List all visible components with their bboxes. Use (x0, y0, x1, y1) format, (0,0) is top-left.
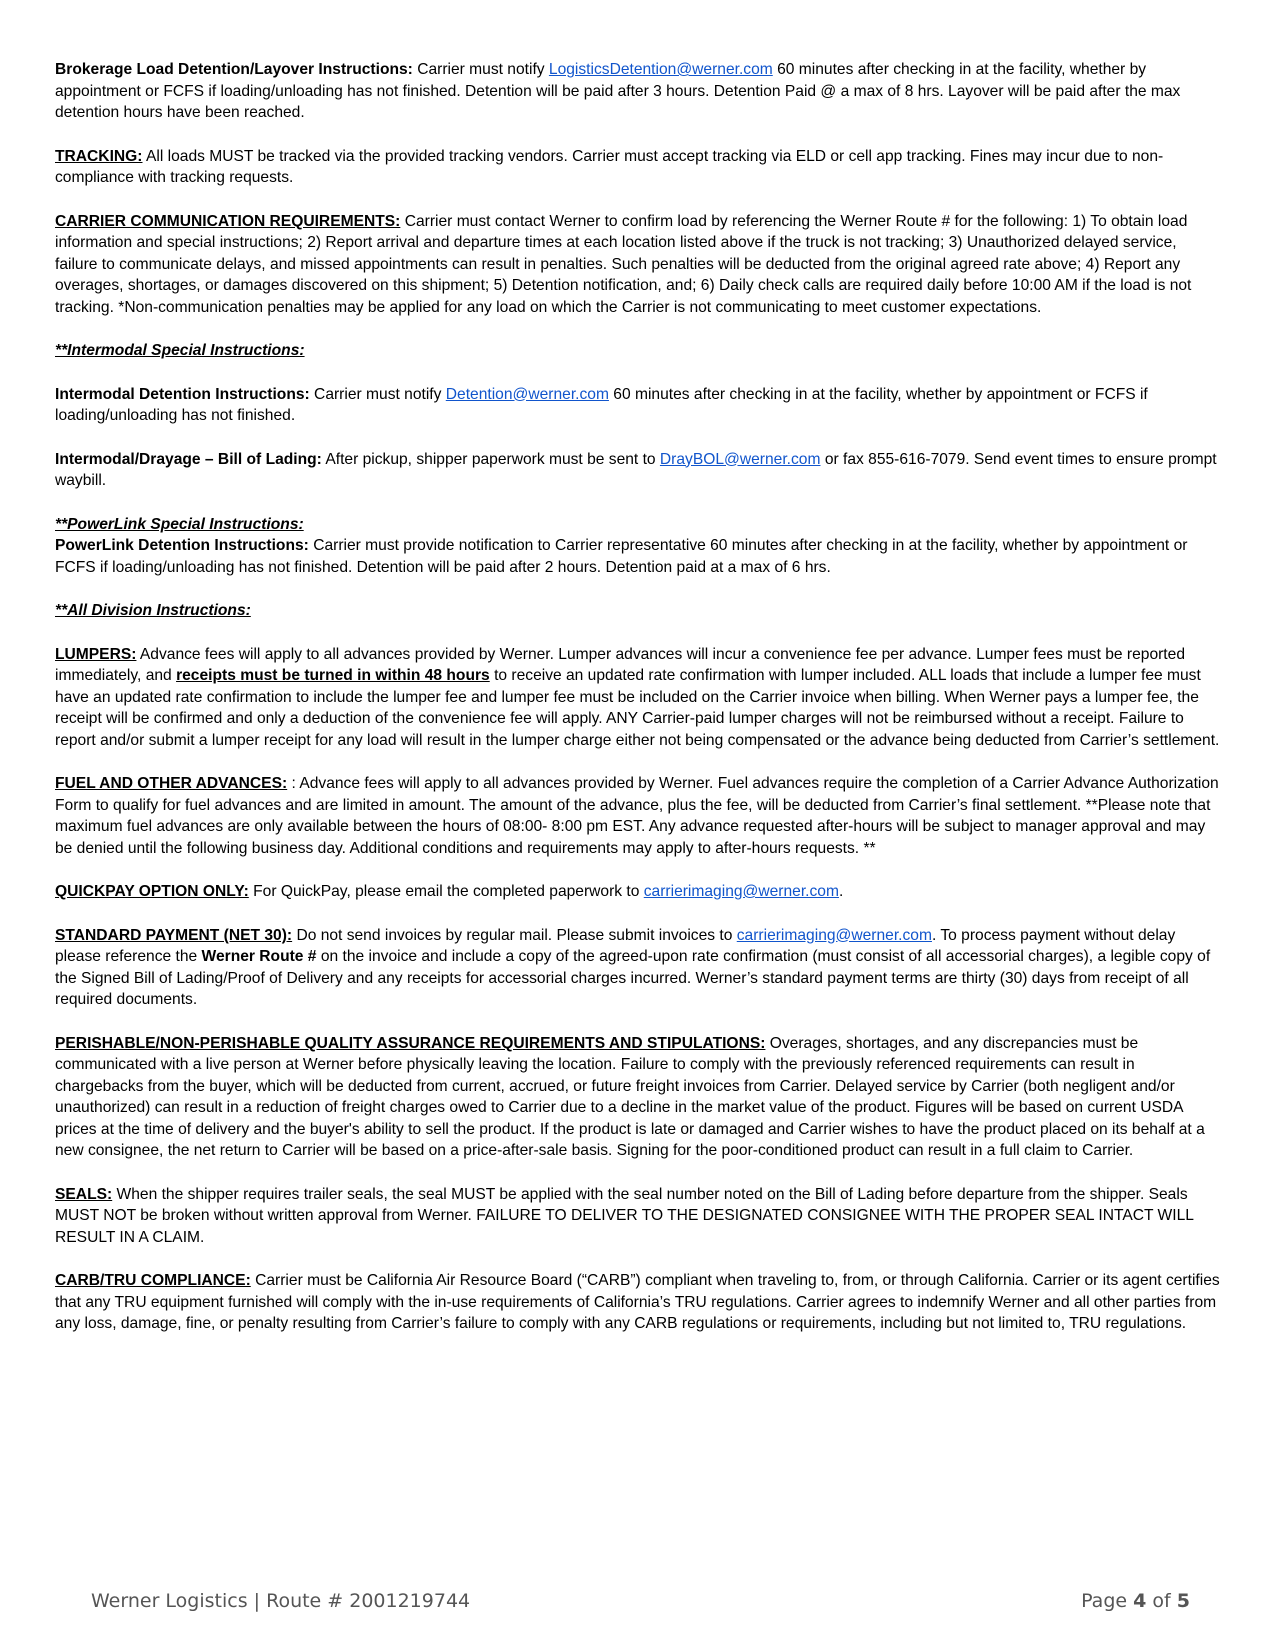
section-label: PERISHABLE/NON-PERISHABLE QUALITY ASSURANCE REQUIREMENTS AND STIPULATIONS: (55, 1034, 766, 1052)
paragraph-text: or fax 855-616-7079. Send event times to ensure prompt waybill. (55, 450, 1217, 489)
paragraph-text: Carrier must be California Air Resource Board (“CARB”) compliant when traveling to, from, or through California. Carrier or its agent certifies that any TRU equipment furnished will comply with the in-use requirements of California’s TRU regulations. Carrier agrees to indemnify Werner and all other parties from any loss, damage, fine, or penalty resulting from Carrier’s failure to comply with any CARB regulations or requirements, including but not limited to, TRU regulations. (55, 1272, 1220, 1332)
section-label: PowerLink Detention Instructions: (55, 537, 309, 554)
paragraph-text: Carrier must notify (412, 61, 549, 78)
brokerage-detention-paragraph (55, 59, 1220, 124)
section-label: TRACKING: (55, 147, 143, 165)
logistics-detention-email-link[interactable]: LogisticsDetention@werner.com (548, 61, 773, 78)
section-label: FUEL AND OTHER ADVANCES: (55, 775, 288, 792)
paragraph-text: on the invoice and include a copy of the agreed-upon rate confirmation (must consist of all accessorial charges), a legible copy of the Signed Bill of Lading/Proof of Delivery and any receipts for accessorial charges incurred. Werner’s standard payment terms are thirty (30) days from receipt of all required documents. (55, 948, 1211, 1008)
paragraph-text: to receive an updated rate confirmation with lumper included. ALL loads that include a lumper fee must have an updated rate confirmation to include the lumper fee and lumper fee must be included on the Carrier invoice when billing. When Werner pays a lumper fee, the receipt will be confirmed and only a deduction of the convenience fee will apply. ANY Carrier-paid lumper charges will not be reimbursed without a receipt. Failure to report and/or submit a lumper receipt for any load will result in the lumper charge either not being compensated or the advance being deducted from Carrier’s settlement. (55, 667, 1220, 749)
section-label: SEALS: (55, 1185, 113, 1203)
powerlink-heading (55, 514, 1220, 536)
standard-payment-paragraph (55, 925, 1220, 1011)
paragraph-text: . (838, 883, 844, 900)
section-heading: **PowerLink Special Instructions: (55, 515, 304, 533)
paragraph-text: . To process payment without delay please reference the (55, 926, 1176, 965)
document-body (55, 59, 1220, 1335)
paragraph-text: Overages, shortages, and any discrepancies must be communicated with a live person at Werner before physically leaving the location. Failure to comply with the previously referenced requirements can result in chargebacks from the buyer, which will be deducted from current, accrued, or future freight invoices from Carrier. Delayed service by Carrier (both negligent and/or unauthorized) can result in a reduction of freight charges owed to Carrier due to a decline in the market value of the product. Figures will be based on current USDA prices at the time of delivery and the buyer's ability to sell the product. If the product is late or damaged and Carrier wishes to have the product placed on its behalf at a new consignee, the net return to Carrier will be based on a price-after-sale basis. Signing for the poor-conditioned product can result in a full claim to Carrier. (55, 1034, 1205, 1159)
carrier-communication-paragraph (55, 211, 1220, 319)
tracking-paragraph (55, 146, 1220, 189)
section-label: Intermodal Detention Instructions: (55, 385, 310, 403)
paragraph-text: Carrier must provide notification to Carrier representative 60 minutes after checking in at the facility, whether by appointment or FCFS if loading/unloading has not finished. Detention will be paid after 2 hours. Detention paid at a max of 6 hrs. (55, 537, 1188, 576)
paragraph-text: When the shipper requires trailer seals, the seal MUST be applied with the seal number noted on the Bill of Lading before departure from the shipper. Seals MUST NOT be broken without written approval from Werner. FAILURE TO DELIVER TO THE DESIGNATED CONSIGNEE WITH THE PROPER SEAL INTACT WILL RESULT IN A CLAIM. (55, 1185, 1194, 1246)
section-heading: **All Division Instructions: (55, 602, 251, 619)
paragraph-text: : Advance fees will apply to all advances provided by Werner. Fuel advances require the completion of a Carrier Advance Authorization Form to qualify for fuel advances and are limited in amount. The amount of the advance, plus the fee, will be deducted from Carrier’s final settlement. **Please note that maximum fuel advances are only available between the hours of 08:00- 8:00 pm EST. Any advance requested after-hours will be subject to manager approval and may be denied until the following business day. Additional conditions and requirements may apply to after-hours requests. ** (55, 775, 1219, 857)
werner-route-emphasis: Werner Route # (201, 948, 317, 965)
carb-tru-paragraph (55, 1270, 1220, 1335)
quality-assurance-paragraph (55, 1033, 1220, 1162)
section-label: CARRIER COMMUNICATION REQUIREMENTS: (55, 212, 401, 230)
intermodal-detention-paragraph (55, 384, 1220, 427)
section-label: Brokerage Load Detention/Layover Instructions: (55, 61, 413, 78)
receipts-deadline-emphasis: receipts must be turned in within 48 hours (176, 667, 490, 684)
lumpers-paragraph (55, 644, 1220, 752)
section-label: STANDARD PAYMENT (NET 30): (55, 926, 293, 944)
section-label: LUMPERS: (55, 645, 137, 663)
footer-route-text: Werner Logistics | Route # 2001219744 (91, 1590, 471, 1612)
seals-paragraph (55, 1184, 1220, 1249)
paragraph-text: All loads MUST be tracked via the provided tracking vendors. Carrier must accept tracking via ELD or cell app tracking. Fines may incur due to non-compliance with tracking requests. (55, 147, 1164, 186)
section-label: CARB/TRU COMPLIANCE: (55, 1272, 251, 1289)
draybol-email-link[interactable]: DrayBOL@werner.com (659, 450, 821, 468)
paragraph-text: Advance fees will apply to all advances provided by Werner. Lumper advances will incur a convenience fee per advance. Lumper fees must be reported immediately, and (55, 645, 1185, 684)
page-footer (91, 1590, 1190, 1612)
all-division-heading (55, 600, 1220, 622)
page-number: Page 4 of 5 (1081, 1590, 1190, 1612)
fuel-advances-paragraph (55, 773, 1220, 859)
paragraph-text: Carrier must notify (309, 385, 446, 403)
section-label: Intermodal/Drayage – Bill of Lading: (55, 450, 322, 468)
section-label: QUICKPAY OPTION ONLY: (55, 883, 249, 900)
paragraph-text: For QuickPay, please email the completed paperwork to (248, 883, 644, 900)
paragraph-text: 60 minutes after checking in at the facility, whether by appointment or FCFS if loading/unloading has not finished. Detention will be paid after 3 hours. Detention Paid @ a max of 8 hrs. Layover will be paid after the max detention hours have been reached. (55, 61, 1181, 121)
paragraph-text: Do not send invoices by regular mail. Please submit invoices to (292, 926, 737, 944)
drayage-bol-paragraph (55, 449, 1220, 492)
section-heading: **Intermodal Special Instructions: (55, 342, 305, 359)
carrierimaging-email-link[interactable]: carrierimaging@werner.com (736, 926, 932, 944)
quickpay-paragraph (55, 881, 1220, 903)
powerlink-detention-paragraph (55, 535, 1220, 578)
intermodal-heading (55, 340, 1220, 362)
paragraph-text: Carrier must contact Werner to confirm load by referencing the Werner Route # for the following: 1) To obtain load information and special instructions; 2) Report arrival and departure times at each location listed above if the truck is not tracking; 3) Unauthorized delayed service, failure to communicate delays, and missed appointments can result in penalties. Such penalties will be deducted from the original agreed rate above; 4) Report any overages, shortages, or damages discovered on this shipment; 5) Detention notification, and; 6) Daily check calls are required daily before 10:00 AM if the load is not tracking. *Non-communication penalties may be applied for any load on which the Carrier is not communicating to meet customer expectations. (55, 212, 1192, 316)
detention-email-link[interactable]: Detention@werner.com (445, 385, 609, 403)
carrierimaging-email-link[interactable]: carrierimaging@werner.com (643, 883, 839, 900)
paragraph-text: After pickup, shipper paperwork must be sent to (321, 450, 660, 468)
paragraph-text: 60 minutes after checking in at the facility, whether by appointment or FCFS if loading/unloading has not finished. (55, 385, 1148, 424)
